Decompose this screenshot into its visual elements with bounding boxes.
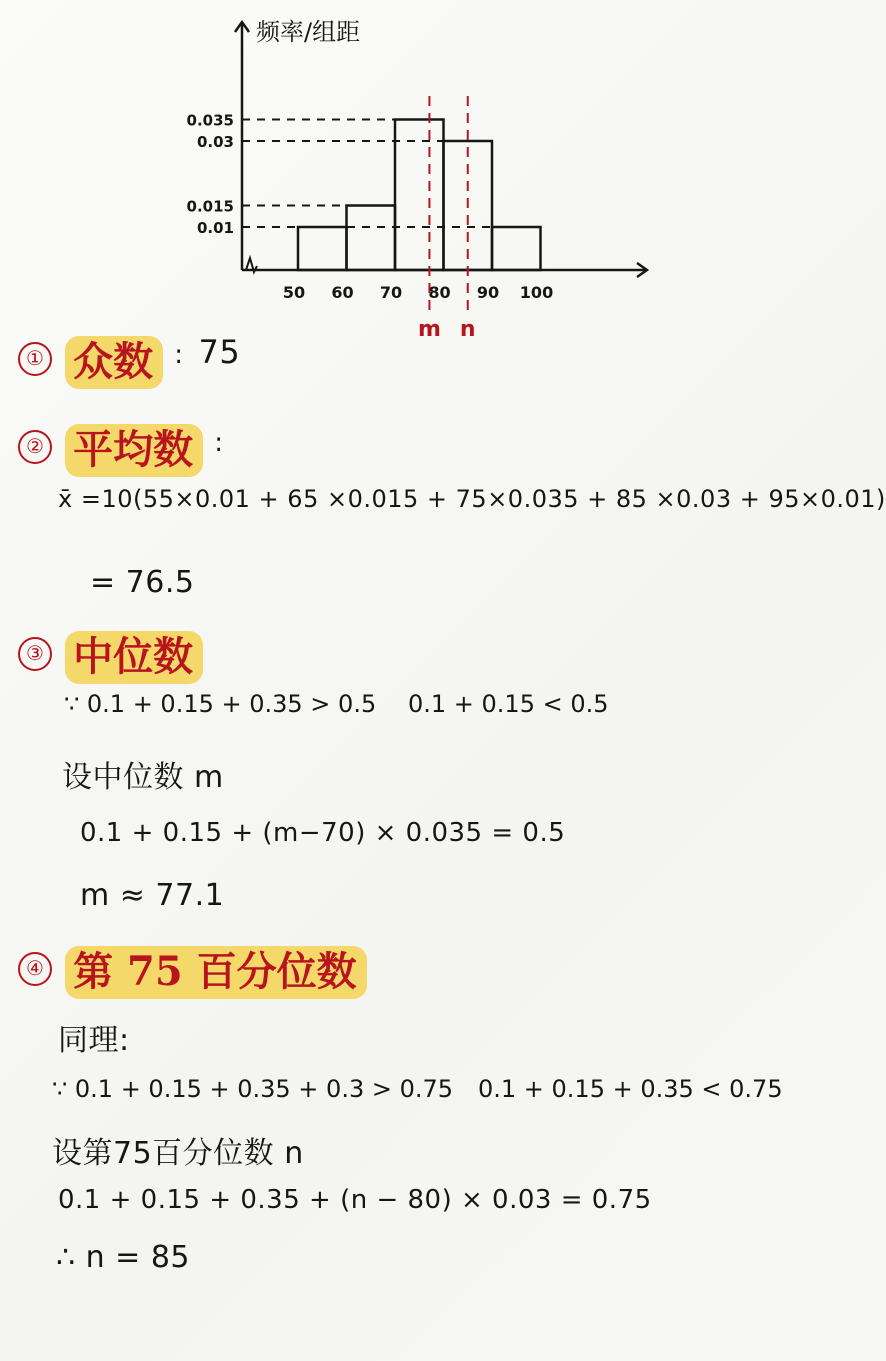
section-mode (18, 330, 240, 387)
y-tick-label: 0.01 (196, 219, 234, 237)
section-title: 众数 (65, 336, 163, 389)
y-tick-label: 0.015 (186, 197, 234, 216)
percentile-condition-b: 0.1 + 0.15 + 0.35 < 0.75 (478, 1075, 783, 1103)
separator: : (214, 428, 224, 458)
x-tick-label: 60 (331, 283, 354, 302)
histogram-bar (298, 227, 347, 270)
marker-label: m (417, 317, 441, 342)
mode-answer: 75 (198, 333, 241, 371)
section-title: 中位数 (65, 631, 203, 684)
y-tick-label: 0.035 (186, 111, 234, 130)
section-title: 平均数 (65, 424, 203, 477)
histogram-bar (492, 227, 541, 270)
x-tick-label: 80 (428, 283, 451, 302)
marker-label: n (459, 317, 476, 342)
section-number: ② (18, 430, 52, 464)
section-number: ① (18, 342, 52, 376)
median-condition-b: 0.1 + 0.15 < 0.5 (408, 690, 609, 718)
percentile-result: ∴ n = 85 (56, 1240, 191, 1275)
x-tick-label: 90 (476, 283, 500, 302)
percentile-same: 同理: (58, 1023, 130, 1058)
median-result: m ≈ 77.1 (80, 878, 225, 913)
median-let: 设中位数 m (62, 760, 224, 795)
section-median (18, 625, 203, 682)
percentile-let: 设第75百分位数 n (52, 1136, 304, 1171)
separator: : (174, 340, 184, 370)
x-tick-label: 50 (282, 283, 306, 302)
histogram-bar (395, 120, 444, 271)
section-number: ③ (18, 637, 52, 671)
median-equation: 0.1 + 0.15 + (m−70) × 0.035 = 0.5 (80, 818, 566, 848)
percentile-condition-a: ∵ 0.1 + 0.15 + 0.35 + 0.3 > 0.75 (52, 1075, 454, 1103)
mean-formula: x̄ =10(55×0.01 + 65 ×0.015 + 75×0.035 + 85 ×0.03 + 95×0.01) (58, 485, 886, 513)
y-tick-label: 0.03 (196, 133, 234, 151)
section-title: 第 75 百分位数 (65, 946, 367, 999)
y-axis-label: 频率/组距 (256, 18, 361, 46)
section-percentile (18, 940, 367, 997)
section-mean (18, 418, 223, 475)
histogram-bar (347, 206, 396, 271)
x-tick-label: 70 (379, 283, 403, 302)
section-number: ④ (18, 952, 52, 986)
percentile-equation: 0.1 + 0.15 + 0.35 + (n − 80) × 0.03 = 0.75 (58, 1185, 652, 1215)
x-tick-label: 100 (519, 283, 554, 302)
median-condition-a: ∵ 0.1 + 0.15 + 0.35 > 0.5 (64, 690, 377, 718)
mean-result: = 76.5 (90, 565, 195, 600)
histogram-chart (170, 0, 670, 340)
